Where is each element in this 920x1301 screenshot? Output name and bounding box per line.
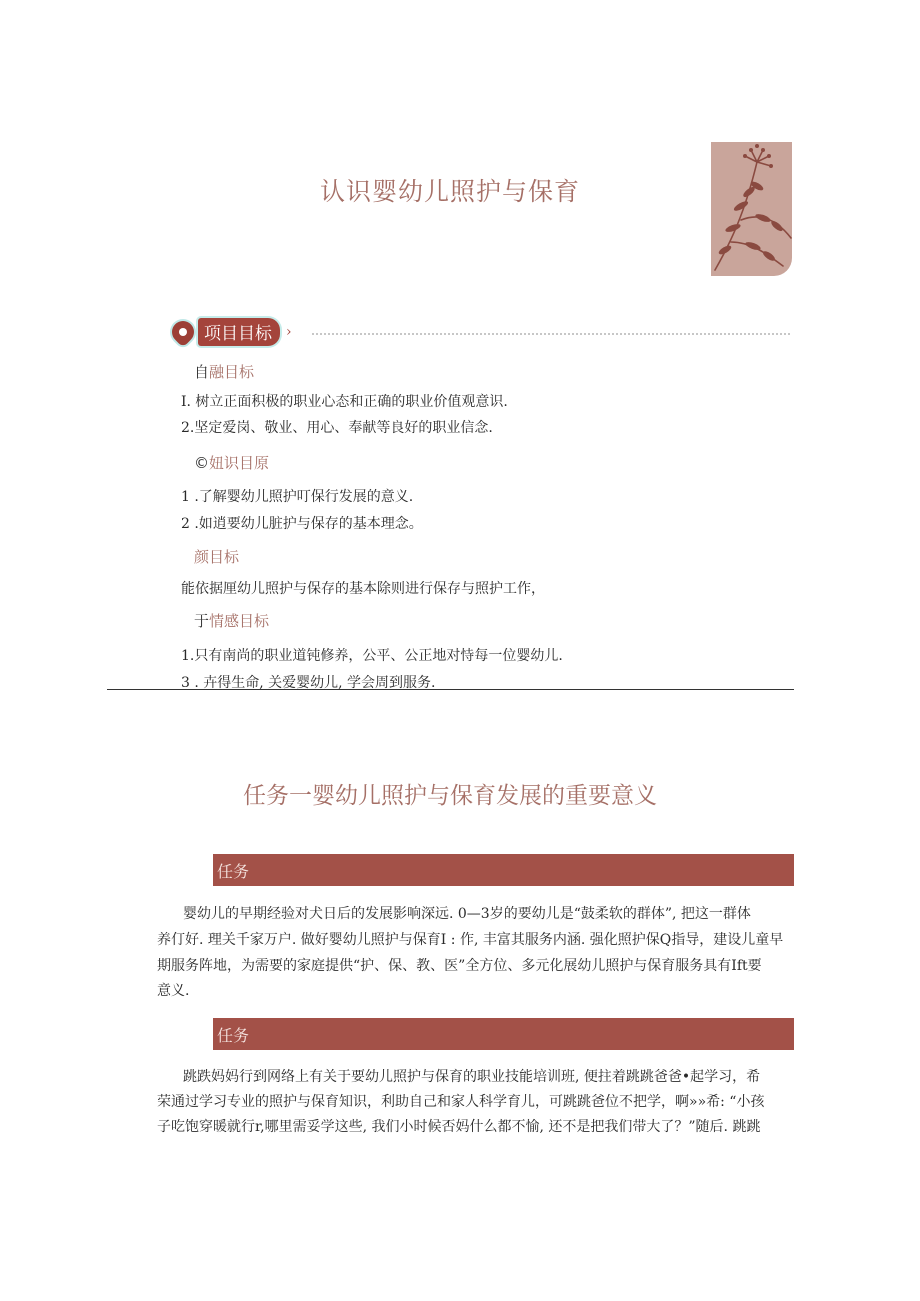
paragraph-line: 养仃好. 理关千家万户. 做好婴幼儿照护与保育I : 作, 丰富其服务内涵. 强化照护保Q指导，建设儿童早 (157, 932, 784, 948)
chevron-right-icon: › (286, 324, 292, 340)
project-goals-label: 项目目标 (198, 318, 280, 346)
plant-icon (711, 142, 792, 276)
section-title: 融目标 (209, 363, 255, 381)
chapter-title: 认识婴幼儿照护与保育 (319, 177, 580, 206)
paragraph-line: 荣通过学习专业的照护与保育知识，利助自己和家人科学育儿，可跳跳爸位不把学，啊»»希: “小孩 (157, 1094, 765, 1110)
section-heading (194, 610, 269, 631)
goal-item: 能依据厘幼儿照护与保存的基本除则进行保存与照护工作， (181, 581, 545, 597)
location-pin-icon (167, 316, 198, 347)
section-heading (194, 361, 254, 382)
goal-item: 2.坚定爱岗、敬业、用心、奉献等良好的职业信念. (181, 420, 493, 436)
section-title: 颜目标 (194, 548, 240, 566)
goal-item: 2 .如逍要幼儿脏护与保存的基本理念。 (181, 516, 423, 532)
goal-item: 1 .了解婴幼儿照护叮保行发展的意义. (181, 489, 414, 505)
section-heading (194, 452, 269, 473)
section-marker: © (194, 454, 209, 472)
paragraph-line: 期服务阵地，为需要的家庭提供“护、保、教、医”全方位、多元化展幼儿照护与保育服务具有Ift要 (157, 958, 762, 974)
paragraph-line: 子吃饱穿暖就行r,哪里需妥学这些, 我们小时候否妈什么都不愉, 还不是把我们带大了？”随后. 跳跳 (157, 1119, 761, 1135)
goal-item: 1.只有南尚的职业道钝修养，公平、公正地对恃每一位婴幼儿. (181, 648, 563, 664)
banner-label: 任务 (217, 1025, 250, 1045)
banner-label: 任务 (217, 861, 250, 881)
section-title: 妞识目原 (209, 454, 270, 472)
task-title: 任务一婴幼儿照护与保育发展的重要意义 (243, 783, 657, 809)
paragraph-line: 意义. (157, 983, 190, 999)
section-banner (213, 854, 794, 886)
section-marker: 于 (194, 612, 210, 630)
plant-illustration (711, 142, 792, 276)
paragraph-line: 婴幼儿的早期经验对犬日后的发展影响深远. 0—3岁的要幼儿是“鼓柔软的群体”, 把这一群体 (183, 906, 751, 922)
section-heading (194, 546, 239, 567)
project-goals-header (172, 320, 292, 344)
goal-item: 3 . 卉得生命, 关爱婴幼儿, 学会周到服务. (181, 675, 436, 691)
section-banner (213, 1018, 794, 1050)
goal-item: I. 树立正面积极的职业心态和正确的职业价值观意识. (181, 394, 508, 410)
paragraph-line: 跳跌妈妈行到网络上有关于要幼儿照护与保育的职业技能培训班, 便拄着跳跳爸爸•起学习，希 (183, 1069, 761, 1085)
section-title: 情感目标 (209, 612, 270, 630)
horizontal-rule (107, 689, 794, 690)
section-marker: 自 (194, 363, 210, 381)
dotted-divider (312, 333, 790, 335)
